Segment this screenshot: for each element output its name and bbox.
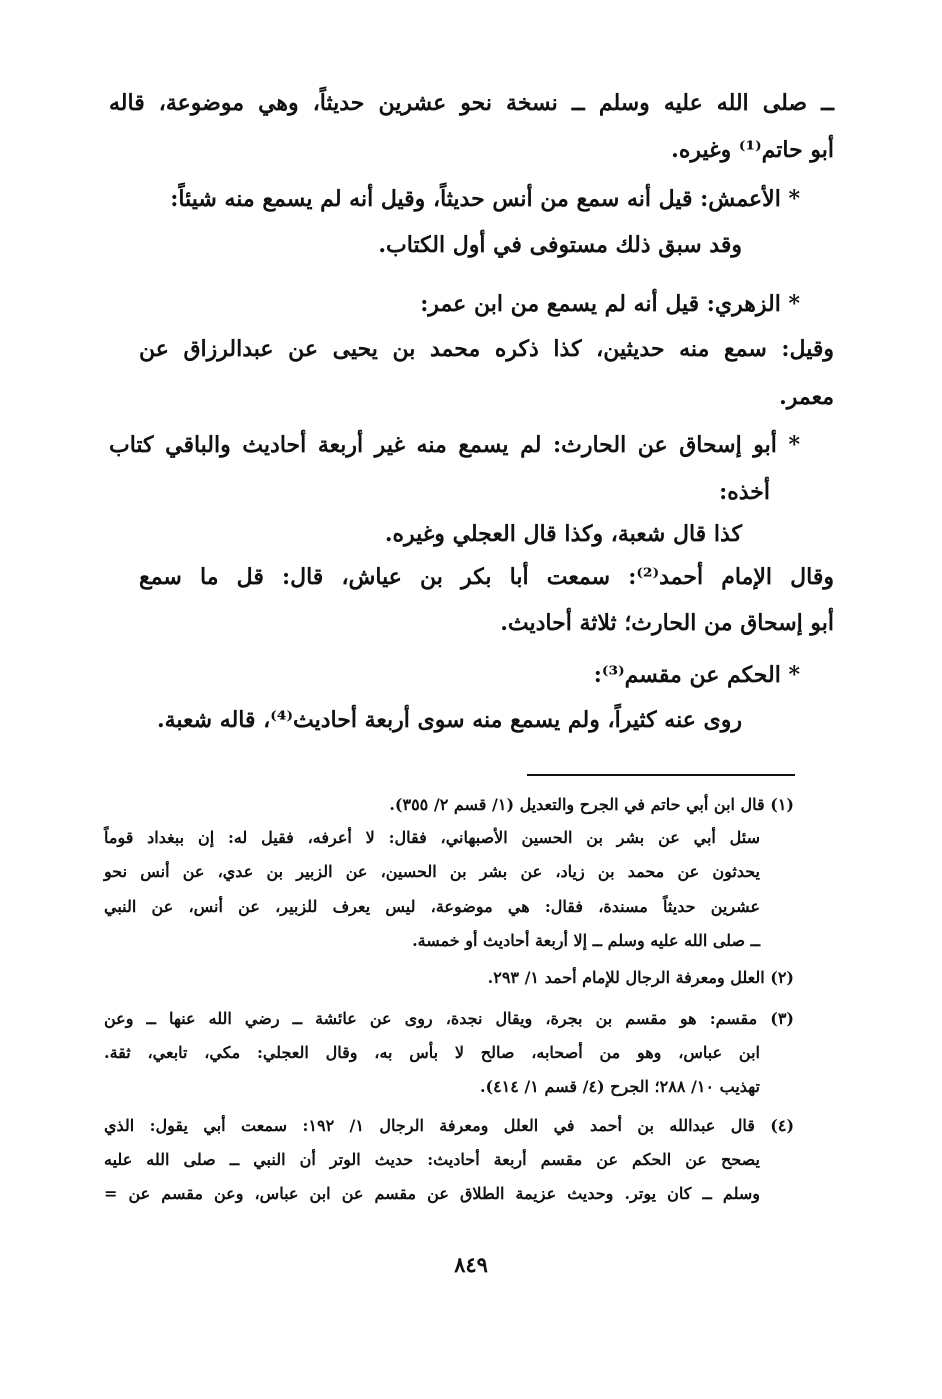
footnote-1-line-2: سئل أبي عن بشر بن الحسين الأصبهاني، فقال: لا أعرفه، فقيل له: إن ببغداد قوماً — [104, 828, 760, 847]
main-line-2: أبو حاتم⁽¹⁾ وغيره. — [671, 137, 834, 163]
footnote-1-line-4: عشرين حديثاً مسندة، فقال: هي موضوعة، ليس يعرف للزبير، عن أنس، عن النبي — [104, 897, 760, 916]
main-line-7: معمر. — [779, 384, 834, 410]
footnote-4-line-2: يصحح عن الحكم عن مقسم أربعة أحاديث: حديث الوتر أن النبي ــ صلى الله عليه — [104, 1150, 760, 1169]
entry-al-amash: * الأعمش: قيل أنه سمع من أنس حديثاً، وقيل أنه لم يسمع منه شيئاً: — [170, 186, 800, 212]
footnote-1-line-3: يحدثون عن محمد بن زياد، عن بشر بن الحسين، عن الزبير بن عدي، عن أنس نحو — [104, 862, 760, 881]
footnote-4-line-3: وسلم ــ كان يوتر. وحديث عزيمة الطلاق عن مقسم عن ابن عباس، وعن مقسم عن = — [104, 1184, 761, 1203]
entry-al-hakam: * الحكم عن مقسم⁽³⁾: — [593, 662, 800, 688]
footnote-3: (٣) مقسم: هو مقسم بن بجرة، ويقال نجدة، روى عن عائشة ــ رضي الله عنها ــ وعن — [104, 1009, 794, 1028]
entry-al-zuhri: * الزهري: قيل أنه لم يسمع من ابن عمر: — [420, 291, 800, 317]
footnote-1-line-5: ــ صلى الله عليه وسلم ــ إلا أربعة أحاديث أو خمسة. — [412, 931, 760, 950]
page-number: ٨٤٩ — [454, 1252, 488, 1277]
main-line-11: وقال الإمام أحمد⁽²⁾: سمعت أبا بكر بن عياش، قال: قل ما سمع — [139, 564, 834, 590]
main-line-6: وقيل: سمع منه حديثين، كذا ذكره محمد بن يحيى عن عبدالرزاق عن — [139, 336, 834, 362]
footnote-3-line-3: تهذيب ١٠/ ٢٨٨؛ الجرح (٤/ قسم ١/ ٤١٤). — [479, 1077, 760, 1096]
footnote-1: (١) قال ابن أبي حاتم في الجرح والتعديل (١/ قسم ٢/ ٣٥٥). — [389, 795, 794, 814]
footnote-4: (٤) قال عبدالله بن أحمد في العلل ومعرفة الرجال ١/ ١٩٢: سمعت أبي يقول: الذي — [104, 1116, 795, 1135]
main-line-14: روى عنه كثيراً، ولم يسمع منه سوى أربعة أحاديث⁽⁴⁾، قاله شعبة. — [156, 707, 742, 733]
main-line-9: أخذه: — [719, 479, 770, 505]
main-line-10: كذا قال شعبة، وكذا قال العجلي وغيره. — [384, 521, 742, 547]
main-line-4: وقد سبق ذلك مستوفى في أول الكتاب. — [378, 232, 742, 258]
footnote-3-line-2: ابن عباس، وهو من أصحابه، صالح لا بأس به، وقال العجلي: مكي، تابعي، ثقة. — [104, 1043, 760, 1062]
main-line-12: أبو إسحاق من الحارث؛ ثلاثة أحاديث. — [500, 610, 834, 636]
footnote-2: (٢) العلل ومعرفة الرجال للإمام أحمد ١/ ٢٩٣. — [487, 968, 794, 987]
footnote-separator — [527, 774, 795, 776]
entry-abu-ishaq: * أبو إسحاق عن الحارث: لم يسمع منه غير أربعة أحاديث والباقي كتاب — [109, 432, 800, 458]
main-line-1: ــ صلى الله عليه وسلم ــ نسخة نحو عشرين حديثاً، وهي موضوعة، قاله — [109, 90, 834, 116]
